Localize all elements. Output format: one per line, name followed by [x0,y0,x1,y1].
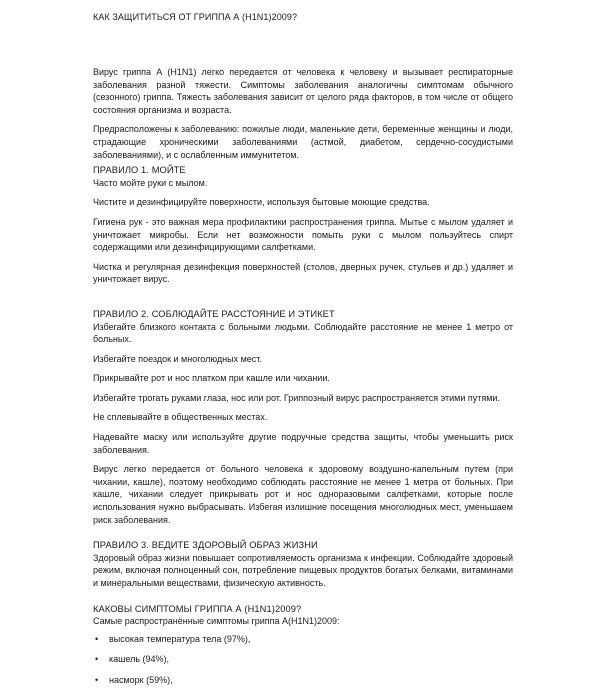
symptoms-list [93,633,513,687]
intro-paragraph: Предрасположены к заболеванию: пожилые люди, маленькие дети, беременные женщины и люди, страдающие хроническими заболеваниями (астмой, диабетом, сердечно-сосудистыми заболеваниями), и с ослабленным иммунитетом. [93,124,513,160]
symptom-item: • насморк (59%), [93,674,513,687]
rule2-paragraph: Избегайте близкого контакта с больными людьми. Соблюдайте расстояние не менее 1 метро от больных. [93,321,513,345]
rule1-paragraph: Чистка и регулярная дезинфекция поверхностей (столов, дверных ручек, стульев и др.) удаляет и уничтожает вирус. [93,261,513,285]
rule1-paragraph: Чистите и дезинфицируйте поверхности, используя бытовые моющие средства. [93,197,430,208]
rule2-heading: ПРАВИЛО 2. СОБЛЮДАЙТЕ РАССТОЯНИЕ И ЭТИКЕТ [93,308,335,319]
rule3-heading: ПРАВИЛО 3. ВЕДИТЕ ЗДОРОВЫЙ ОБРАЗ ЖИЗНИ [93,540,318,551]
rule2-paragraph: Избегайте трогать руками глаза, нос или рот. Гриппозный вирус распространяется этими путями. [93,392,500,403]
rule2-paragraph: Вирус легко передается от больного человека к здоровому воздушно-капельным путем (при чихании, кашле), поэтому необходимо соблюдать расстояние не менее 1 метра от больных. При кашле, чихании следует прикрывать рот и нос одноразовыми салфетками, которые после использования нужно выбрасывать. Избегая излишние посещения многолюдных мест, уменьшаем риск заболевания. [93,464,513,525]
rule1-paragraph: Гигиена рук - это важная мера профилактики распространения гриппа. Мытье с мылом удаляет и уничтожает микробы. Если нет возможности помыть руки с мылом пользуйтесь спирт содержащими или дезинфицирующими салфетками. [93,216,513,253]
rule2-paragraph: Прикрывайте рот и нос платком при кашле или чихании. [93,373,330,384]
symptom-item: • высокая температура тела (97%), [93,633,513,646]
document-body [93,66,513,695]
rule3-paragraph: Здоровый образ жизни повышает сопротивляемость организма к инфекции. Соблюдайте здоровый режим, включая полноценный сон, потребление пищевых продуктов богатых белками, витаминами и минеральными веществами, физическую активность. [93,552,513,588]
rule2-paragraph: Не сплевывайте в общественных местах. [93,412,268,423]
rule2-paragraph: Избегайте поездок и многолюдных мест. [93,353,262,364]
symptoms-intro: Самые распространённые симптомы гриппа А(H1N1)2009: [93,616,340,627]
rule1-paragraph: Часто мойте руки с мылом. [93,177,208,188]
symptoms-heading: КАКОВЫ СИМПТОМЫ ГРИППА А (H1N1)2009? [93,603,302,614]
rule2-paragraph: Надевайте маску или используйте другие подручные средства защиты, чтобы уменьшить риск заболевания. [93,432,513,455]
document-title: КАК ЗАЩИТИТЬСЯ ОТ ГРИППА А (H1N1)2009? [93,12,298,22]
symptom-item: • кашель (94%), [93,653,513,666]
intro-paragraph: Вирус гриппа А (H1N1) легко передается от человека к человеку и вызывает респираторные заболевания разной тяжести. Симптомы заболевания аналогичны симптомам обычного (сезонного) гриппа. Тяжесть заболевания зависит от целого ряда факторов, в том числе от общего состояния организма и возраста. [93,67,513,115]
rule1-heading: ПРАВИЛО 1. МОЙТЕ [93,165,186,176]
